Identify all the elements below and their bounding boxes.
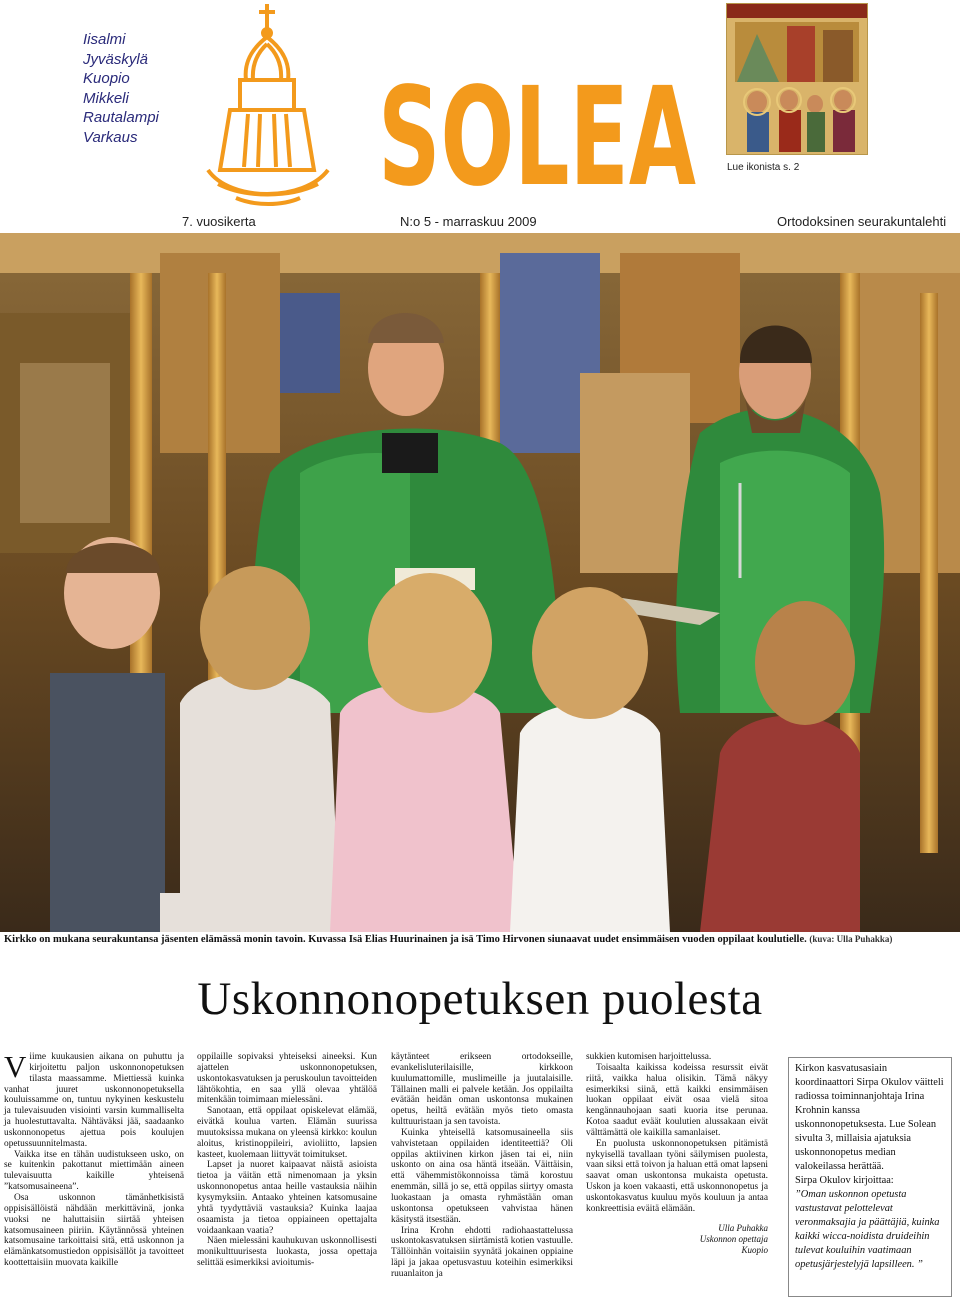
article-column-1	[4, 1049, 184, 1269]
author-name: Ulla Puhakka	[718, 1222, 768, 1233]
publication-label: Ortodoksinen seurakuntalehti	[777, 214, 947, 229]
article-paragraph: Lapset ja nuoret kaipaavat näistä asioista tietoa ja väitän että nimenomaan ja yksin uskonnonopetus antaa heille vastauksia näihin kysymyksiin. Antaako yhteinen katsomusaine yhtä tyydyttäviä vastauksia? Kuinka laajaa osaamista ja tietoa oppiaineen opettajalta voidaankaan vaatia?	[197, 1160, 377, 1236]
drop-cap: V	[4, 1049, 27, 1084]
parish-name: Kuopio	[83, 70, 130, 87]
article-paragraph: käytänteet erikseen ortodokseille, evankelisluterilaisille, kirkkoon kuulumattomille, muslimeille ja juutalaisille. Tällainen malli ei palvele ketään. Jos oppilailta evätään heidän oman uskontonsa mukainen opetus, heiltä evätään myös tieto omasta kulttuuristaan ja sen tavoista.	[391, 1052, 573, 1128]
article-paragraph: Viime kuukausien aikana on puhuttu ja kirjoitettu paljon uskonnonopetuksen tilasta maassamme. Miettiessä kuinka vanhat juuret uskonnonopetuksella kouluissamme on, tuntuu nykyinen keskustelu ja tulevaisuuden visiointi varsin kummalliselta ja huolestuttavalta. Nähtäväksi jää, saadaanko uskonnonopetus ajettua pois koulujen opetussuunnitelmasta.	[4, 1049, 184, 1149]
author-location: Kuopio	[741, 1244, 768, 1255]
article-paragraph: Näen mielessäni kauhukuvan uskonnollisesti monikulttuurisesta luokasta, jossa opettaja selittää esimerkiksi avioitumis-	[197, 1236, 377, 1269]
article-paragraph: Kuinka yhteisellä katsomusaineella siis vahvistetaan oppilaiden identiteettiä? Oli oppilas aktiivinen kirkon jäsen tai ei, niin uskonto on aina osa häntä itseään. Väittäisin, että vähemmistökonnoissa tämä korostuu enemmän, sillä jo se, että oppilas siirtyy omasta luokastaan ja omasta ryhmästään oman uskontonsa opetukseen vahvistaa hänen käsitystä itsestään.	[391, 1127, 573, 1225]
article-paragraph: oppilaille sopivaksi yhteiseksi aineeksi. Kun ajattelen uskonnonopetuksen, uskontokasvatuksen ja peruskoulun tavoitteiden lähtökohtia, en saa yllä olevaa yhtälöä mitenkään toimimaan mielessäni.	[197, 1052, 377, 1106]
church-boat-icon	[208, 4, 328, 204]
article-headline: Uskonnonopetuksen puolesta	[197, 973, 763, 1025]
article-paragraph: Irina Krohn ehdotti radiohaastattelussa uskontokasvatuksen siirtämistä kotien vastuulle. Tällöinhän voitaisiin syynätä jokainen oppiaine läpi ja jakaa opetusvastuu koteihin esimerkiksi ruuanlaiton ja	[391, 1225, 573, 1279]
photo-caption-text: Kirkko on mukana seurakuntansa jäsenten elämässä monin tavoin. Kuvassa Isä Elias Huurinainen ja isä Timo Hirvonen siunaavat uudet ensimmäisen vuoden oppilaat koulutielle.	[4, 934, 807, 945]
photo-caption	[4, 934, 956, 945]
sidebar-quote-lead: Sirpa Okulov kirjoittaa:	[795, 1175, 894, 1186]
article-column-4	[586, 1052, 768, 1256]
parish-name: Jyväskylä	[83, 50, 149, 68]
article-paragraph: En puolusta uskonnonopetuksen pitämistä nykyisellä tavallaan työni säilymisen puolesta, vaan siksi että toivon ja haluan että omat lapseni saavat oman uskontonsa mukaista opetusta. Uskon ja koen vakaasti, että uskonnonopetus ja uskontokasvatus kuuluu myös kouluun ja antaa konkreettisia eväitä elämään.	[586, 1138, 768, 1214]
parish-list	[83, 30, 159, 147]
author-signature	[586, 1223, 768, 1256]
article-paragraph: Sanotaan, että oppilaat opiskelevat elämää, eivätkä koulua varten. Elämän suurissa muutoksissa mukana on yleensä kirkko: koulun aloitus, kristinoppileiri, avioliitto, lapsien kasteet, kuolemaan liittyvät toimitukset.	[197, 1106, 377, 1160]
solea-logo	[200, 2, 720, 212]
sidebar-box	[788, 1057, 952, 1297]
article-paragraph: Vaikka itse en tähän uudistukseen usko, on se kuitenkin pakottanut miettimään aineen tulevaisuutta kaikille yhteisenä ”katsomusaineena”.	[4, 1149, 184, 1193]
volume-label: 7. vuosikerta	[182, 214, 256, 229]
issue-label: N:o 5 - marraskuu 2009	[400, 214, 537, 229]
article-paragraph: sukkien kutomisen harjoittelussa.	[586, 1052, 712, 1062]
parish-name: Rautalampi	[83, 109, 159, 126]
hero-photo	[0, 233, 960, 932]
article-column-3	[391, 1052, 573, 1280]
article-paragraph: Osa uskonnon tämänhetkisistä oppisisällöistä nähdään merkittävinä, jonka vuoksi ne haluttaisiin siirtää yhteisen katsomusaineen piiriin. Käytännössä yhteinen katsomusaine tarkoittaisi sitä, että uskonnon ja elämänkatsomustiedon oppisisällöt ja tavoitteet koottettaisiin muovata kaikille	[4, 1192, 184, 1269]
sidebar-quote: ”Oman uskonnon opetusta vastustavat pelottelevat veronmaksajia ja päättäjiä, kuinka kaikki wicca-noidista druideihin tulevat kouluihin vaatimaan opetusjärjestelyjä lapsilleen. ”	[795, 1189, 940, 1270]
article-paragraph: Toisaalta kaikissa kodeissa resurssit eivät riitä, vaikka halua olisikin. Tämä näkyy esimerkiksi siinä, että kaikki ensimmäisen luokan oppilaat eivät osaa vielä sitoa kengännauhojaan saati kuoria itse perunaa. Kotoa saadut eväät koulutien alussakaan eivät välttämättä ole kaikilla samanlaiset.	[586, 1062, 768, 1138]
icon-caption: Lue ikonista s. 2	[727, 162, 800, 173]
parish-name: Iisalmi	[83, 31, 126, 48]
logo-wordmark: SOLEA	[378, 59, 696, 212]
parish-name: Mikkeli	[83, 89, 129, 107]
photo-credit: (kuva: Ulla Puhakka)	[809, 934, 893, 944]
parish-name: Varkaus	[83, 128, 138, 146]
icon-image	[726, 3, 868, 155]
sidebar-intro: Kirkon kasvatusasiain koordinaattori Sirpa Okulov väitteli radiossa toiminnanjohtaja Irina Krohnin kanssa uskonnonopetuksesta. Lue Solean sivulta 3, millaisia ajatuksia uskonnonopetus median valokeilassa herättää.	[795, 1063, 944, 1172]
article-column-2	[197, 1052, 377, 1269]
author-title: Uskonnon opettaja	[699, 1233, 768, 1244]
